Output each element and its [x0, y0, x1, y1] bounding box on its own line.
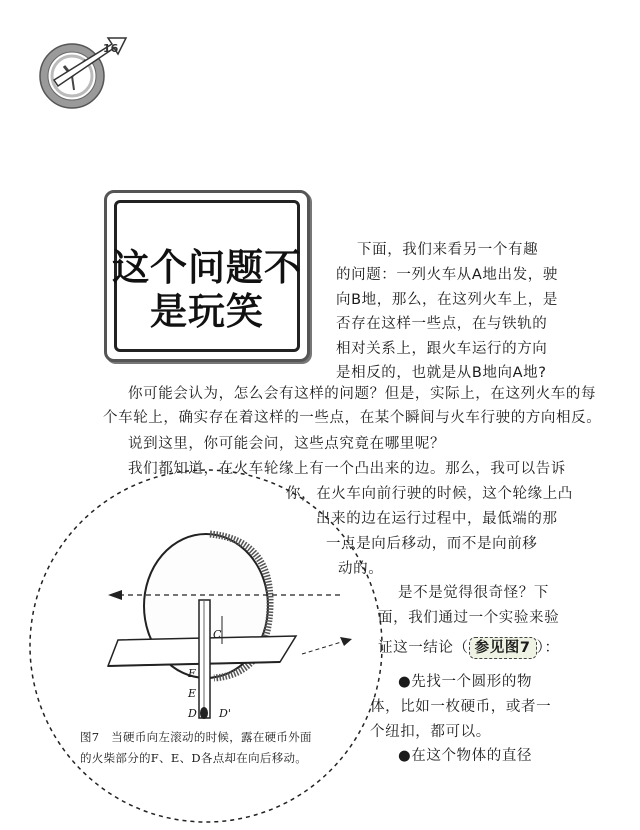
bullet-line: ●在这个物体的直径 — [398, 748, 533, 764]
paragraph-line: 体，比如一枚硬币，或者一 — [370, 699, 552, 715]
paragraph-line: 是相反的，也就是从B地向A地? — [336, 365, 547, 381]
figure-label-f: F — [188, 667, 196, 680]
paragraph-line: 相对关系上，跟火车运行的方向 — [336, 341, 548, 357]
paragraph-line: 出来的边在运行过程中，最低端的那 — [316, 511, 558, 527]
figure-reference-tag: 参见图7 — [469, 637, 537, 659]
title-box — [104, 190, 310, 362]
paragraph-line: 面，我们通过一个实验来验 — [378, 610, 560, 626]
title-line-2: 是玩笑 — [150, 289, 264, 333]
bullet-line: ●先找一个圆形的物 — [398, 674, 533, 690]
paragraph-line: 你，在火车向前行驶的时候，这个轮缘上凸 — [286, 486, 573, 502]
paragraph-line: 是不是觉得很奇怪？下 — [398, 585, 549, 601]
paragraph-line: 下面，我们来看另一个有趣 — [357, 242, 539, 258]
figure-caption-line-2: 的火柴部分的F、E、D各点却在向后移动。 — [80, 751, 308, 765]
figure-label-c: C — [213, 628, 222, 641]
paragraph-text: ）： — [536, 640, 560, 656]
paragraph-line: 的问题：一列火车从A地出发，驶 — [336, 267, 558, 283]
figure-label-d-prime: D' — [219, 707, 231, 720]
paragraph-line: 否存在这样一些点，在与铁轨的 — [336, 316, 548, 332]
paragraph-line: 动的。 — [338, 561, 384, 577]
figure-7 — [0, 440, 400, 826]
paragraph-line: 向B地，那么，在这列火车上，是 — [336, 292, 558, 308]
paragraph-line — [378, 636, 560, 661]
page-number: 16 — [103, 42, 119, 55]
paragraph-line: 我们都知道，在火车轮缘上有一个凸出来的边。那么，我可以告诉 — [128, 461, 566, 477]
paragraph-text: 证这一结论（ — [378, 640, 469, 656]
paragraph-line: 说到这里，你可能会问，这些点究竟在哪里呢？ — [128, 436, 446, 452]
paragraph-line: 一点是向后移动，而不是向前移 — [326, 536, 538, 552]
figure-caption-line-1: 图7 当硬币向左滚动的时候，露在硬币外面 — [80, 730, 312, 744]
figure-label-e: E — [188, 687, 197, 700]
clock-arrow-icon — [34, 30, 134, 112]
paragraph-line: 你可能会认为，怎么会有这样的问题？但是，实际上，在这列火车的每 — [128, 386, 597, 402]
figure-label-d: D — [188, 707, 197, 720]
paragraph-line: 个纽扣，都可以。 — [370, 724, 491, 740]
title-line-1: 这个问题不 — [112, 245, 302, 289]
paragraph-line: 个车轮上，确实存在着这样的一些点，在某个瞬间与火车行驶的方向相反。 — [103, 410, 602, 426]
